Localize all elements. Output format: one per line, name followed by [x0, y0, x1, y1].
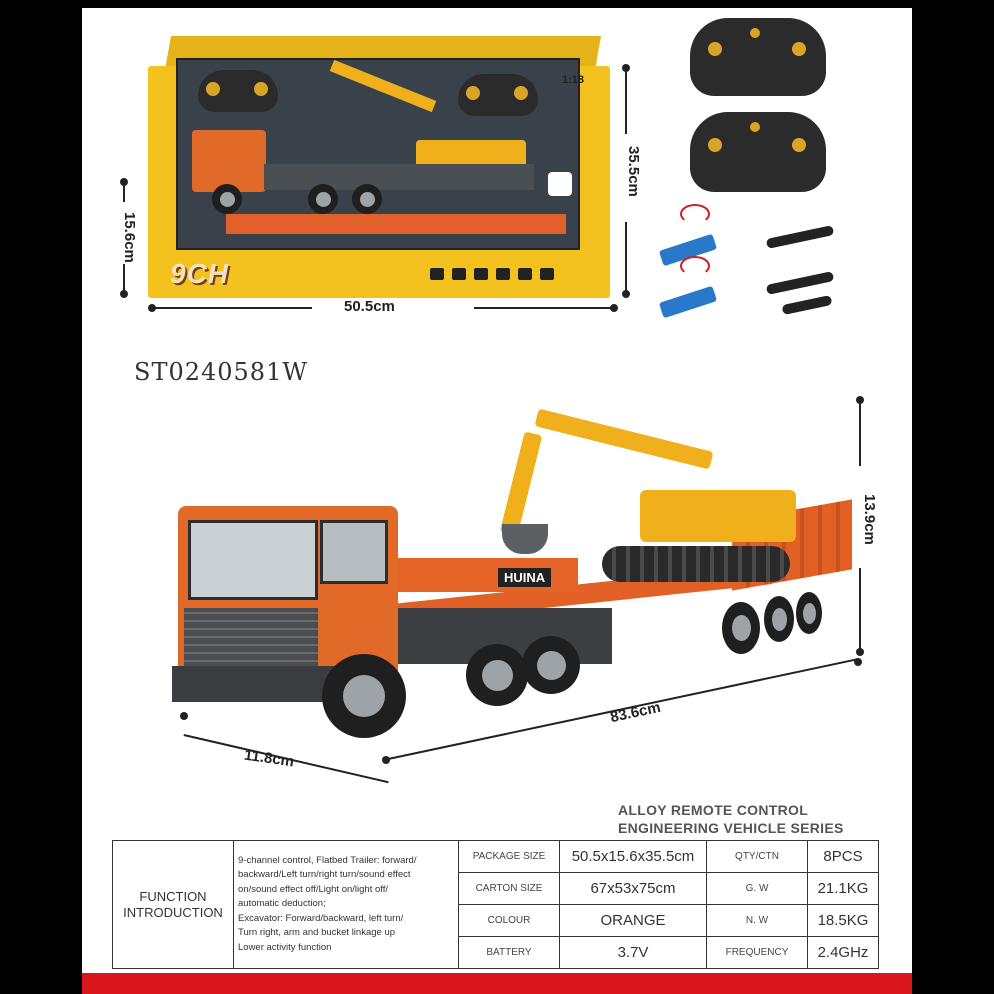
- vehicle-height-label: 13.9cm: [861, 494, 878, 545]
- truck-side-window: [320, 520, 388, 584]
- product-code: ST0240581W: [134, 358, 309, 386]
- spec-label: PACKAGE SIZE: [459, 841, 560, 873]
- spec-label: CARTON SIZE: [459, 873, 560, 905]
- spec-value: 21.1KG: [808, 873, 879, 905]
- package-box-image: [148, 36, 610, 298]
- boxed-controller-right-icon: [458, 74, 538, 116]
- boxed-truck-cab: [192, 130, 266, 192]
- rc-badge-icon: [548, 172, 572, 196]
- spec-value: 3.7V: [560, 937, 707, 969]
- spec-label: N. W: [707, 905, 808, 937]
- spec-label: G. W: [707, 873, 808, 905]
- boxed-excavator-arm: [330, 60, 436, 112]
- spec-table: [112, 840, 879, 969]
- boxed-controller-left-icon: [198, 70, 278, 112]
- truck-windshield: [188, 520, 318, 600]
- usb-charging-cable-icon: [782, 295, 833, 315]
- spec-label: FREQUENCY: [707, 937, 808, 969]
- package-depth-label: 15.6cm: [121, 212, 138, 263]
- vehicle-height-line: [859, 400, 861, 466]
- vehicle-length-label: 83.6cm: [608, 698, 663, 727]
- package-width-line: [152, 307, 312, 309]
- battery-pack-icon: [659, 286, 717, 319]
- usb-charging-cable-icon: [766, 225, 835, 249]
- excavator-cab: [640, 490, 796, 542]
- vehicle-width-label: 11.8cm: [243, 746, 295, 771]
- package-window: [176, 58, 580, 250]
- truck-product-image: [172, 386, 862, 746]
- package-height-line: [625, 68, 627, 134]
- spec-label: COLOUR: [459, 905, 560, 937]
- boxed-trailer: [226, 214, 566, 234]
- battery-wire: [680, 204, 710, 224]
- excavator-boom: [534, 408, 713, 469]
- spec-value: 50.5x15.6x35.5cm: [560, 841, 707, 873]
- function-introduction-text: 9-channel control, Flatbed Trailer: forward/ backward/Left turn/right turn/sound effect on/sound effect off/Light on/light off/ automatic deduction; Excavator: Forward/backward, left turn/ Turn right, arm and bucket linkage up Lower activity function: [234, 841, 459, 969]
- spec-value: 8PCS: [808, 841, 879, 873]
- trailer-logo: HUINA: [498, 568, 551, 587]
- battery-wire: [680, 256, 710, 276]
- excavator-track: [602, 546, 790, 582]
- remote-controller-icon: [690, 18, 826, 96]
- series-title: ALLOY REMOTE CONTROL ENGINEERING VEHICLE SERIES: [618, 802, 844, 836]
- usb-charging-cable-icon: [766, 271, 835, 295]
- spec-value: 2.4GHz: [808, 937, 879, 969]
- package-height-label: 35.5cm: [625, 146, 642, 197]
- product-sheet: [82, 8, 912, 994]
- package-scale-label: 1:18: [562, 74, 585, 86]
- spec-value: ORANGE: [560, 905, 707, 937]
- package-brand-logo: 9CH: [170, 258, 230, 289]
- spec-label: BATTERY: [459, 937, 560, 969]
- excavator-stick: [500, 431, 543, 536]
- excavator-bucket: [502, 524, 548, 554]
- package-feature-icons: [430, 268, 554, 280]
- spec-value: 18.5KG: [808, 905, 879, 937]
- spec-label: QTY/CTN: [707, 841, 808, 873]
- function-introduction-header: FUNCTION INTRODUCTION: [113, 841, 234, 969]
- package-width-label: 50.5cm: [344, 298, 395, 315]
- remote-controller-icon: [690, 112, 826, 192]
- spec-value: 67x53x75cm: [560, 873, 707, 905]
- bottom-accent-bar: [82, 973, 912, 994]
- boxed-truck-chassis: [264, 164, 534, 190]
